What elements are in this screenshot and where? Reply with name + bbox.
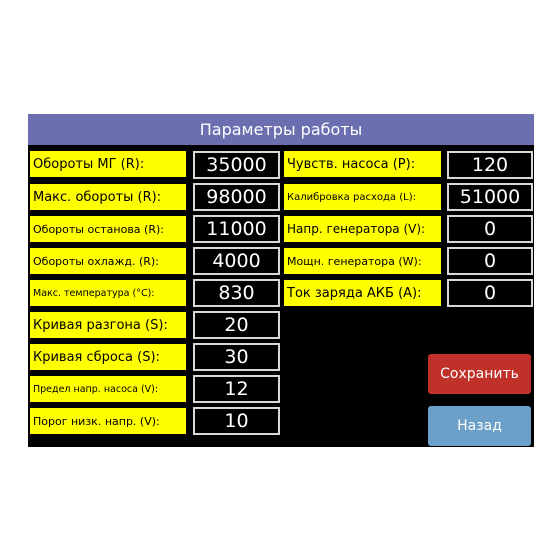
save-button[interactable]: Сохранить bbox=[428, 354, 531, 394]
label-pump-voltage-limit: Предел напр. насоса (V): bbox=[30, 376, 186, 402]
label-max-rpm: Макс. обороты (R): bbox=[30, 184, 186, 210]
input-low-voltage-threshold[interactable]: 10 bbox=[193, 407, 280, 435]
label-idle-rpm: Обороты МГ (R): bbox=[30, 151, 186, 177]
input-flow-calibration[interactable]: 51000 bbox=[447, 183, 533, 211]
label-low-voltage-threshold: Порог низк. напр. (V): bbox=[30, 408, 186, 434]
input-pump-voltage-limit[interactable]: 12 bbox=[193, 375, 280, 403]
label-generator-power: Мощн. генератора (W): bbox=[284, 248, 441, 274]
label-flow-calibration: Калибровка расхода (L): bbox=[284, 184, 441, 210]
label-generator-voltage: Напр. генератора (V): bbox=[284, 216, 441, 242]
label-pump-sensitivity: Чувств. насоса (P): bbox=[284, 151, 441, 177]
label-max-temp: Макс. температура (°C): bbox=[30, 280, 186, 306]
label-stop-rpm: Обороты останова (R): bbox=[30, 216, 186, 242]
label-accel-curve: Кривая разгона (S): bbox=[30, 312, 186, 338]
input-generator-voltage[interactable]: 0 bbox=[447, 215, 533, 243]
input-battery-charge-current[interactable]: 0 bbox=[447, 279, 533, 307]
input-cooldown-rpm[interactable]: 4000 bbox=[193, 247, 280, 275]
input-decel-curve[interactable]: 30 bbox=[193, 343, 280, 371]
input-max-rpm[interactable]: 98000 bbox=[193, 183, 280, 211]
input-generator-power[interactable]: 0 bbox=[447, 247, 533, 275]
back-button[interactable]: Назад bbox=[428, 406, 531, 446]
parameters-screen bbox=[28, 114, 534, 447]
label-battery-charge-current: Ток заряда АКБ (A): bbox=[284, 280, 441, 306]
input-pump-sensitivity[interactable]: 120 bbox=[447, 151, 533, 179]
page-title: Параметры работы bbox=[28, 114, 534, 145]
input-idle-rpm[interactable]: 35000 bbox=[193, 151, 280, 179]
input-max-temp[interactable]: 830 bbox=[193, 279, 280, 307]
label-decel-curve: Кривая сброса (S): bbox=[30, 344, 186, 370]
input-stop-rpm[interactable]: 11000 bbox=[193, 215, 280, 243]
input-accel-curve[interactable]: 20 bbox=[193, 311, 280, 339]
label-cooldown-rpm: Обороты охлажд. (R): bbox=[30, 248, 186, 274]
